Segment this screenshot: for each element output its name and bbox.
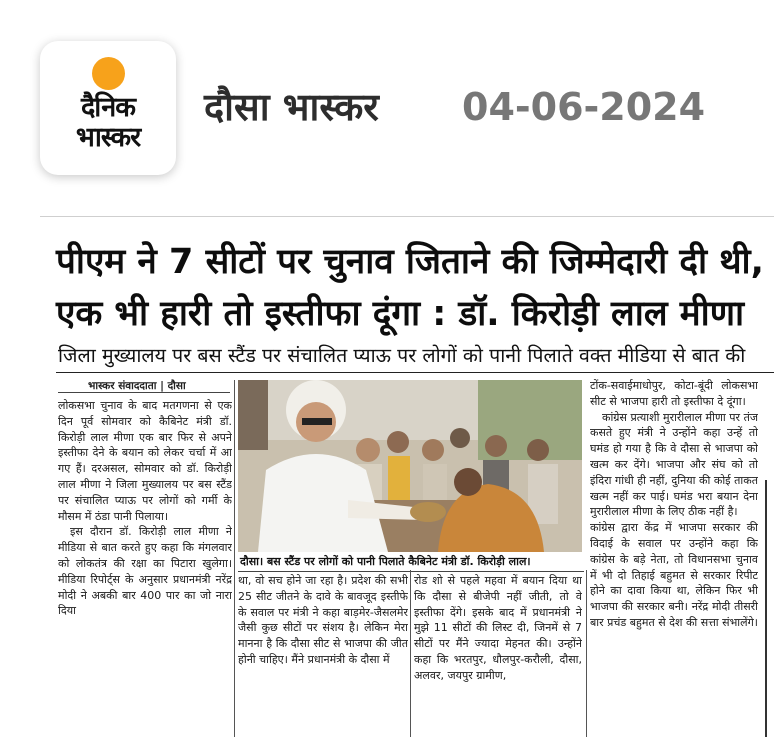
right-edge-rule: [765, 480, 767, 737]
edition-date: 04-06-2024: [462, 85, 706, 129]
column-1-paragraph-1: लोकसभा चुनाव के बाद मतगणना से एक दिन पूर्व सोमवार को कैबिनेट मंत्री डॉ. किरोड़ी लाल मीणा एक बार फिर से अपने इस्तीफा देने के बयान को लेकर चर्चा में आ गए हैं। दरअसल, सोमवार को डॉ. किरोड़ी लाल मीणा ने जिला मुख्यालय पर बस स्टैंड पर संचालित प्याऊ पर लोगों को गर्मी के मौसम में ठंडा पानी पिलाया।: [58, 399, 232, 523]
headline: [56, 236, 770, 340]
dainik-bhaskar-logo: [40, 41, 176, 175]
headline-line-2: एक भी हारी तो इस्तीफा दूंगा : डॉ. किरोड़ी लाल मीणा: [56, 294, 745, 334]
article-column-1: [58, 398, 232, 737]
column-divider-2: [410, 570, 411, 737]
sun-icon: [92, 57, 125, 90]
column-4-paragraph-1: टोंक-सवाईमाधोपुर, कोटा-बूंदी लोकसभा सीट से भाजपा हारी तो इस्तीफा दे दूंगा।: [590, 379, 758, 408]
byline: भास्कर संवाददाता | दौसा: [88, 380, 186, 392]
column-4-paragraph-2: कांग्रेस प्रत्याशी मुरारीलाल मीणा पर तंज कसते हुए मंत्री ने उन्होंने कहा उन्हें तो घमंड हो गया है कि वे दौसा से भाजपा को खत्म कर देंगे। भाजपा और संघ को तो इंदिरा गांधी ही नहीं, दुनिया की कोई ताकत खत्म नहीं कर पाई। घमंड भरा बयान देना मुरारीलाल मीणा के लिए ठीक नहीं है।: [590, 410, 758, 519]
logo-text-line1: दैनिक: [80, 92, 136, 123]
logo-text-line2: भास्कर: [75, 122, 141, 153]
column-4-paragraph-3: कांग्रेस द्वारा केंद्र में भाजपा सरकार की विदाई के सवाल पर उन्होंने कहा कि कांग्रेस के बड़े नेता, तो विधानसभा चुनाव में भी दो तिहाई बहुमत से सरकार रिपीट होने का दावा किया था, लेकिन फिर भी भाजपा की सरकार बनी। नरेंद्र मोदी तीसरी बार प्रचंड बहुमत से देश की सत्ता संभालेंगे।: [590, 521, 758, 629]
edition-title: दौसा भास्कर: [204, 85, 379, 129]
subheadline: जिला मुख्यालय पर बस स्टैंड पर संचालित प्याऊ पर लोगों को पानी पिलाते वक्त मीडिया से बात की: [58, 344, 746, 367]
column-divider-1: [234, 380, 235, 737]
byline-divider: [58, 392, 230, 393]
article-column-3: [414, 573, 582, 737]
article-column-4: [590, 378, 758, 737]
headline-line-1: पीएम ने 7 सीटों पर चुनाव जिताने की जिम्मेदारी दी थी,: [56, 242, 764, 282]
news-photo: [238, 380, 582, 552]
column-divider-3: [586, 570, 587, 737]
column-3-text: रोड शो से पहले महवा में बयान दिया था कि दौसा से बीजेपी नहीं जीती, तो वे इस्तीफा देंगे। इसके बाद में प्रधानमंत्री ने मुझे 11 सीटों की लिस्ट दी, जिनमें से 7 सीटों पर मैंने ज्यादा मेहनत की। उन्होंने कहा कि भरतपुर, धौलपुर-करौली, दौसा, अलवर, जयपुर ग्रामीण,: [414, 574, 582, 682]
column-1-paragraph-2: इस दौरान डॉ. किरोड़ी लाल मीणा ने मीडिया से बात करते हुए कहा कि मंगलवार को लोकतंत्र की रक्षा का पिटारा खुलेगा। मीडिया रिपोर्ट्स के अनुसार प्रधानमंत्री नरेंद्र मोदी ने अबकी बार 400 पार का जो नारा दिया: [58, 525, 232, 618]
photo-illustration: [238, 380, 582, 552]
header-divider: [40, 216, 774, 217]
photo-caption: दौसा। बस स्टैंड पर लोगों को पानी पिलाते कैबिनेट मंत्री डॉ. किरोड़ी लाल।: [240, 555, 531, 568]
caption-divider: [238, 571, 584, 572]
article-column-2: [238, 573, 408, 737]
column-2-text: था, वो सच होने जा रहा है। प्रदेश की सभी 25 सीट जीतने के दावे के बावजूद इस्तीफे के सवाल पर मंत्री ने कहा बाड़मेर-जैसलमेर जैसी कुछ सीटों पर संशय है। लेकिन मेरा मानना है कि दौसा सीट से भाजपा की जीत होनी चाहिए। मैंने प्रधानमंत्री के दौसा में: [238, 574, 408, 666]
subhead-divider: [56, 372, 774, 373]
